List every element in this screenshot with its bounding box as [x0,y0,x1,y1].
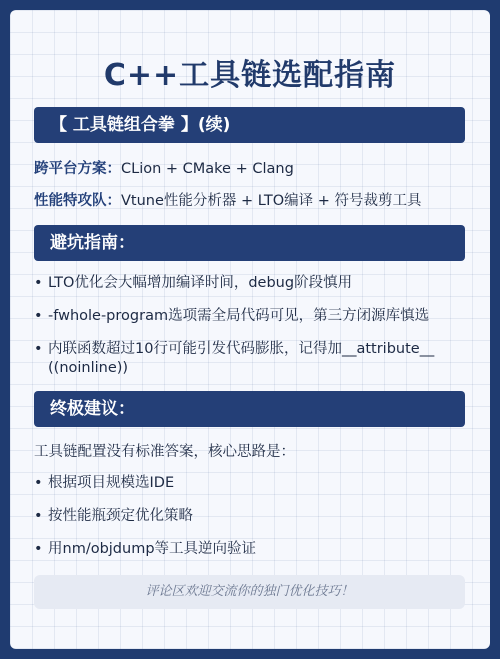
row-key: 跨平台方案： [34,161,121,177]
row-value: CLion + CMake + Clang [121,161,294,177]
list-item: • -fwhole-program选项需全局代码可见，第三方闭源库慎选 [34,308,430,324]
row-key: 性能特攻队： [34,193,121,209]
list-item: • 按性能瓶颈定优化策略 [34,508,193,524]
section-heading-final-advice: 终极建议： [34,391,465,427]
bullet-icon: • [34,475,43,491]
bullet-icon: • [34,275,43,291]
section-heading-pitfalls: 避坑指南： [34,225,465,261]
list-item: • LTO优化会大幅增加编译时间，debug阶段慎用 [34,275,353,291]
row-cross-platform [34,157,294,178]
bullet-icon: • [34,341,43,357]
page-title: C++工具链选配指南 [103,58,397,93]
list-item: • 用nm/objdump等工具逆向验证 [34,541,257,557]
list-item: • 内联函数超过10行可能引发代码膨胀，记得加__attribute__((noinline)) [34,341,435,376]
bullet-icon: • [34,541,43,557]
advice-intro: 工具链配置没有标准答案，核心思路是： [34,444,295,460]
list-item: • 根据项目规模选IDE [34,475,175,491]
comment-invite-banner: 评论区欢迎交流你的独门优化技巧！ [34,575,465,609]
bullet-icon: • [34,508,43,524]
bullet-icon: • [34,308,43,324]
row-performance [34,189,422,210]
row-value: Vtune性能分析器 + LTO编译 + 符号裁剪工具 [121,193,422,209]
section-heading-toolchain-combo: 【 工具链组合拳 】(续) [34,107,465,143]
